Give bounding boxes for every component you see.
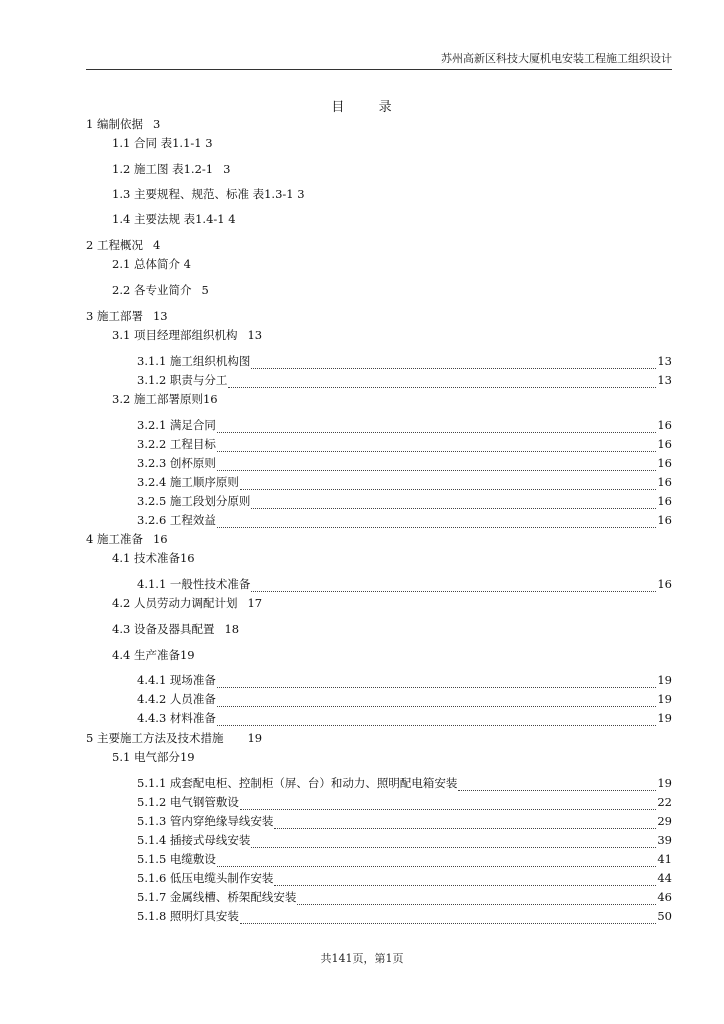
- toc-entry-4[interactable]: 4 施工准备 16: [86, 532, 168, 546]
- toc-entry-5-1-6[interactable]: 5.1.6 低压电缆头制作安装 44: [137, 871, 672, 885]
- toc-entry-5-1-4[interactable]: 5.1.4 插接式母线安装 39: [137, 833, 672, 847]
- toc-entry-3-1-2[interactable]: 3.1.2 职责与分工 13: [137, 373, 672, 387]
- toc-title-char-2: 录: [378, 100, 393, 115]
- toc-entry-4-4-1[interactable]: 4.4.1 现场准备 19: [137, 673, 672, 687]
- page-header: 苏州高新区科技大厦机电安装工程施工组织设计: [86, 50, 672, 70]
- toc-entry-1-3[interactable]: 1.3 主要规程、规范、标准 表1.3-1 3: [112, 187, 305, 201]
- toc-entry-4-1-1[interactable]: 4.1.1 一般性技术准备 16: [137, 577, 672, 591]
- toc-entry-3-1[interactable]: 3.1 项目经理部组织机构 13: [112, 328, 263, 342]
- toc-entry-3-2-5[interactable]: 3.2.5 施工段划分原则 16: [137, 494, 672, 508]
- toc-title: [0, 96, 724, 115]
- toc-entry-5-1-8[interactable]: 5.1.8 照明灯具安装 50: [137, 909, 672, 923]
- toc-entry-5-1[interactable]: 5.1 电气部分19: [112, 750, 195, 764]
- toc-entry-2[interactable]: 2 工程概况 4: [86, 238, 161, 252]
- toc-entry-4-1[interactable]: 4.1 技术准备16: [112, 551, 195, 565]
- toc-entry-4-2[interactable]: 4.2 人员劳动力调配计划 17: [112, 596, 263, 610]
- toc-entry-3-2-4[interactable]: 3.2.4 施工顺序原则 16: [137, 475, 672, 489]
- toc-entry-5[interactable]: 5 主要施工方法及技术措施 19: [86, 731, 263, 745]
- toc-entry-4-4-2[interactable]: 4.4.2 人员准备 19: [137, 692, 672, 706]
- toc-entry-4-4[interactable]: 4.4 生产准备19: [112, 648, 195, 662]
- toc-entry-4-4-3[interactable]: 4.4.3 材料准备 19: [137, 711, 672, 725]
- toc-title-char-1: 目: [331, 100, 346, 115]
- toc-entry-1-2[interactable]: 1.2 施工图 表1.2-1 3: [112, 162, 231, 176]
- toc-entry-2-2[interactable]: 2.2 各专业简介 5: [112, 283, 209, 297]
- toc-entry-1-4[interactable]: 1.4 主要法规 表1.4-1 4: [112, 212, 236, 226]
- toc-entry-5-1-5[interactable]: 5.1.5 电缆敷设 41: [137, 852, 672, 866]
- page-footer: 共141页，第1页: [320, 952, 404, 965]
- toc-entry-1[interactable]: 1 编制依据 3: [86, 117, 161, 131]
- toc-entry-3-2-2[interactable]: 3.2.2 工程目标 16: [137, 437, 672, 451]
- toc-entry-5-1-7[interactable]: 5.1.7 金属线槽、桥架配线安装 46: [137, 890, 672, 904]
- toc-entry-3-2-3[interactable]: 3.2.3 创杯原则 16: [137, 456, 672, 470]
- toc-entry-5-1-2[interactable]: 5.1.2 电气钢管敷设 22: [137, 795, 672, 809]
- toc-entry-3-2-6[interactable]: 3.2.6 工程效益 16: [137, 513, 672, 527]
- toc-entry-3-2-1[interactable]: 3.2.1 满足合同 16: [137, 418, 672, 432]
- toc-entry-5-1-1[interactable]: 5.1.1 成套配电柜、控制柜（屏、台）和动力、照明配电箱安装 19: [137, 776, 672, 790]
- toc-entry-5-1-3[interactable]: 5.1.3 管内穿绝缘导线安装 29: [137, 814, 672, 828]
- toc-entry-3[interactable]: 3 施工部署 13: [86, 309, 168, 323]
- toc-entry-4-3[interactable]: 4.3 设备及器具配置 18: [112, 622, 240, 636]
- toc-entry-3-1-1[interactable]: 3.1.1 施工组织机构图 13: [137, 354, 672, 368]
- toc-entry-3-2[interactable]: 3.2 施工部署原则16: [112, 392, 218, 406]
- toc-entry-2-1[interactable]: 2.1 总体简介 4: [112, 257, 191, 271]
- toc-entry-1-1[interactable]: 1.1 合同 表1.1-1 3: [112, 136, 213, 150]
